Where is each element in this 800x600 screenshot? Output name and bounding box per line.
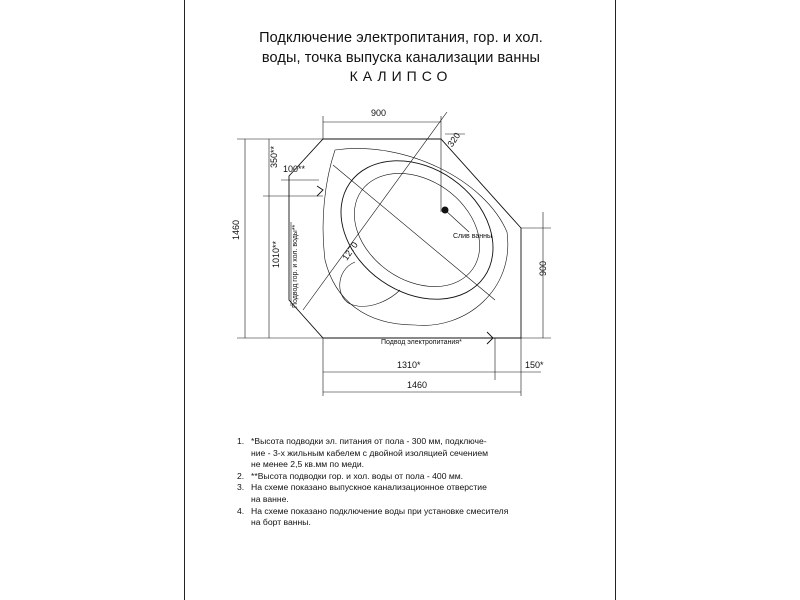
note-number: 1. <box>237 436 245 446</box>
title-line-1: Подключение электропитания, гор. и хол. <box>259 30 543 46</box>
note-text: ние - 3-х жильным кабелем с двойной изоляцией сечением <box>251 447 489 458</box>
note-text: на борт ванны. <box>251 517 311 528</box>
title-line-3: КАЛИПСО <box>349 68 453 84</box>
note-text: На схеме показано выпускное канализационное отверстие <box>251 482 487 493</box>
note-number: 4. <box>237 505 245 516</box>
note-item <box>237 506 567 529</box>
diagonal-line-a <box>303 112 447 310</box>
note-item <box>237 436 567 471</box>
water-inlet-mark <box>317 186 323 196</box>
dim-320: 320 <box>445 130 463 149</box>
dim-1460-left: 1460 <box>231 219 241 240</box>
tub-seat <box>340 262 400 306</box>
dim-350: 350** <box>269 145 279 168</box>
note-text: На схеме показано подключение воды при установке смесителя <box>251 505 509 516</box>
dim-900-top: 900 <box>371 108 387 118</box>
note-item <box>237 482 567 505</box>
note-text: на ванне. <box>251 493 289 504</box>
dim-1310: 1310* <box>397 360 421 370</box>
dim-1010: 1010** <box>271 240 281 268</box>
note-number: 3. <box>237 482 245 493</box>
note-text: не менее 2,5 кв.мм по меди. <box>251 459 365 470</box>
dim-100: 100** <box>283 164 306 174</box>
notes-list <box>237 436 567 529</box>
drain-label: Слив ванны <box>453 233 493 240</box>
note-item <box>237 471 567 483</box>
note-text: *Высота подводки эл. питания от пола - 300 мм, подключе- <box>251 436 487 446</box>
note-number: 2. <box>237 470 245 481</box>
drawing-sheet <box>184 0 616 600</box>
dim-150: 150* <box>525 360 544 370</box>
water-supply-label: Подвод гор. и хол. воды** <box>292 224 299 308</box>
power-label: Подвод электропитания* <box>381 339 462 346</box>
dim-1270: 1270 <box>340 240 360 263</box>
dim-900-right: 900 <box>538 260 548 276</box>
title-line-2: воды, точка выпуска канализации ванны <box>261 50 541 66</box>
dim-1460-bottom: 1460 <box>407 380 428 390</box>
note-text: **Высота подводки гор. и хол. воды от пола - 400 мм. <box>251 470 464 481</box>
drain-leader <box>445 210 469 232</box>
